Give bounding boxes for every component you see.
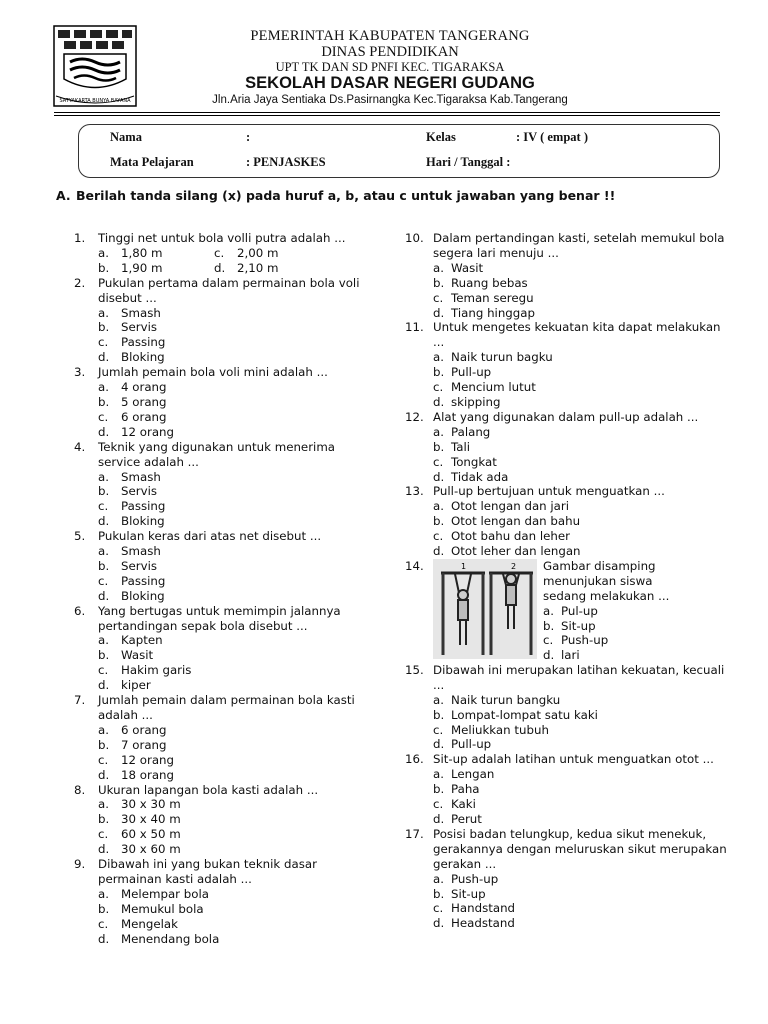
question-6: [74, 604, 374, 634]
option-d[interactable]: [405, 812, 735, 827]
figure-label-2: 2: [511, 561, 517, 571]
option-letter[interactable]: d.: [433, 305, 445, 320]
questions-column-left: [74, 231, 374, 947]
option-c[interactable]: [74, 499, 374, 514]
option-text: Handstand: [451, 901, 516, 916]
option-b[interactable]: [543, 619, 733, 634]
question-text: Pukulan keras dari atas net disebut ...: [98, 529, 322, 544]
option-text: Teman seregu: [451, 290, 534, 305]
option-text: Passing: [121, 335, 166, 350]
logo-motto: SATYAKARTA BUNYA BAYANA: [59, 98, 131, 104]
question-text: Sit-up adalah latihan untuk menguatkan otot ...: [433, 752, 714, 767]
question-text: Untuk mengetes kekuatan kita dapat melakukan ...: [433, 320, 721, 350]
option-letter[interactable]: d.: [433, 812, 445, 826]
option-letter[interactable]: d.: [98, 767, 110, 782]
question-13: [405, 484, 735, 499]
option-letter[interactable]: b.: [98, 812, 110, 827]
option-text: 12 orang: [121, 424, 175, 439]
option-letter[interactable]: c.: [433, 722, 444, 737]
option-text: Menendang bola: [121, 931, 220, 946]
option-d[interactable]: [543, 648, 733, 663]
option-text: Palang: [451, 424, 491, 439]
option-text: Mengelak: [121, 916, 178, 931]
option-a[interactable]: [74, 887, 374, 902]
option-text: Bloking: [121, 350, 165, 365]
option-c[interactable]: [405, 455, 735, 470]
option-letter[interactable]: c.: [98, 827, 109, 842]
option-letter[interactable]: a.: [433, 260, 444, 275]
option-c[interactable]: [74, 917, 374, 932]
option-letter[interactable]: b.: [98, 737, 110, 752]
option-letter[interactable]: b.: [433, 365, 445, 380]
option-text: Mencium lutut: [451, 380, 536, 395]
question-text: Dibawah ini merupakan latihan kekuatan, kecuali ...: [433, 662, 725, 692]
instruction-section-letter: A.: [56, 188, 71, 203]
option-b[interactable]: [405, 708, 735, 723]
option-letter[interactable]: b.: [98, 648, 110, 663]
option-text: Pull-up: [451, 737, 492, 752]
mapel-value: : PENJASKES: [246, 155, 326, 169]
option-text: Smash: [121, 305, 161, 320]
option-letter[interactable]: d.: [98, 588, 110, 603]
option-c[interactable]: [74, 410, 374, 425]
question-16: [405, 752, 735, 767]
option-text: Melempar bola: [121, 886, 209, 901]
option-d[interactable]: [74, 932, 374, 947]
question-12: [405, 410, 735, 425]
option-text: Kaki: [451, 797, 476, 812]
question-number: 17.: [405, 826, 424, 841]
option-text: Kapten: [121, 633, 163, 648]
option-letter[interactable]: b.: [98, 558, 110, 573]
option-a[interactable]: [74, 633, 374, 648]
option-c[interactable]: [74, 335, 374, 350]
option-letter[interactable]: a.: [98, 380, 109, 395]
hari-tanggal-field[interactable]: Hari / Tanggal :: [426, 155, 511, 169]
option-text: Paha: [451, 782, 480, 797]
option-c[interactable]: [74, 753, 374, 768]
question-number: 1.: [74, 231, 86, 245]
option-c[interactable]: [543, 633, 733, 648]
option-letter[interactable]: a.: [98, 722, 109, 737]
option-b[interactable]: [74, 902, 374, 917]
questions-column-right: [405, 231, 735, 931]
option-b[interactable]: [405, 365, 735, 380]
option-c[interactable]: [405, 901, 735, 916]
question-14: [405, 559, 735, 663]
header-divider-thick: [54, 112, 720, 113]
option-letter[interactable]: a.: [98, 469, 109, 484]
option-a[interactable]: [405, 350, 735, 365]
option-letter[interactable]: d.: [433, 394, 445, 409]
option-text: 30 x 60 m: [121, 842, 181, 857]
option-letter[interactable]: d.: [433, 544, 445, 559]
option-letter[interactable]: b.: [98, 320, 110, 335]
option-letter[interactable]: a.: [98, 544, 109, 559]
option-text: Smash: [121, 469, 161, 484]
question-number: 3.: [74, 365, 86, 380]
pull-up-illustration: [433, 559, 537, 659]
option-text: Servis: [121, 320, 158, 335]
question-text: Posisi badan telungkup, kedua sikut menekuk, gerakannya dengan meluruskan sikut merupakan gerakan ...: [433, 826, 727, 871]
option-text: 7 orang: [121, 737, 167, 752]
option-letter[interactable]: d.: [98, 514, 110, 529]
question-number: 15.: [405, 662, 424, 677]
question-number: 2.: [74, 275, 86, 290]
question-number: 13.: [405, 484, 424, 499]
option-text: Otot lengan dan bahu: [451, 514, 581, 529]
option-c[interactable]: [74, 574, 374, 589]
question-text: Jumlah pemain dalam permainan bola kasti adalah ...: [98, 693, 355, 722]
option-text: Wasit: [121, 648, 154, 663]
option-d[interactable]: [74, 678, 374, 693]
option-a[interactable]: [405, 693, 735, 708]
option-text: skipping: [451, 394, 501, 409]
option-text: 2,10 m: [237, 260, 279, 275]
option-letter[interactable]: a.: [433, 767, 444, 782]
option-text: Meliukkan tubuh: [451, 722, 549, 737]
option-letter[interactable]: a.: [543, 603, 554, 618]
option-a[interactable]: [405, 767, 735, 782]
header-unit: UPT TK DAN SD PNFI KEC. TIGARAKSA: [275, 60, 505, 74]
question-number: 16.: [405, 752, 424, 767]
question-text: Teknik yang digunakan untuk menerima service adalah ...: [98, 439, 336, 469]
option-text: 1,80 m: [121, 245, 163, 260]
option-letter[interactable]: b.: [98, 394, 110, 409]
option-text: Tidak ada: [451, 469, 509, 484]
question-14-text-block: [543, 559, 733, 663]
option-letter[interactable]: d.: [433, 916, 445, 931]
option-text: 30 x 30 m: [121, 797, 181, 812]
question-number: 10.: [405, 231, 424, 245]
option-text: 6 orang: [121, 409, 167, 424]
option-letter[interactable]: b.: [433, 514, 445, 529]
nama-field[interactable]: :: [246, 130, 251, 144]
option-text: Perut: [451, 812, 482, 826]
option-text: Pul-up: [561, 603, 598, 618]
option-text: Otot leher dan lengan: [451, 544, 581, 559]
header-school-name: SEKOLAH DASAR NEGERI GUDANG: [245, 74, 535, 92]
question-8: [74, 783, 374, 798]
option-text: Sit-up: [561, 618, 596, 633]
option-text: 12 orang: [121, 752, 175, 767]
option-c[interactable]: [74, 663, 374, 678]
question-number: 12.: [405, 409, 424, 424]
option-d[interactable]: [405, 395, 735, 410]
option-text: Lompat-lompat satu kaki: [451, 707, 598, 722]
question-text: Pukulan pertama dalam permainan bola voli disebut ...: [98, 275, 360, 305]
option-letter[interactable]: a.: [98, 633, 109, 648]
option-letter[interactable]: b.: [433, 707, 445, 722]
option-letter[interactable]: c.: [98, 335, 109, 350]
option-text: Otot lengan dan jari: [451, 499, 570, 514]
option-d[interactable]: [74, 768, 374, 783]
option-d[interactable]: [74, 842, 374, 857]
question-5: [74, 529, 374, 544]
option-text: Pull-up: [451, 365, 492, 380]
option-letter[interactable]: b.: [433, 886, 445, 901]
question-text: Alat yang digunakan dalam pull-up adalah ...: [433, 409, 699, 424]
option-a[interactable]: [74, 797, 374, 812]
question-7: [74, 693, 374, 723]
option-letter[interactable]: b.: [98, 901, 110, 916]
option-letter[interactable]: a.: [433, 499, 444, 514]
option-letter[interactable]: c.: [98, 916, 109, 931]
option-c[interactable]: [74, 827, 374, 842]
question-4: [74, 440, 374, 470]
option-c[interactable]: [405, 723, 735, 738]
question-17: [405, 827, 735, 872]
option-letter[interactable]: a.: [433, 692, 444, 707]
question-10: [405, 231, 735, 261]
option-letter[interactable]: d.: [98, 931, 110, 946]
option-text: Servis: [121, 484, 158, 499]
option-a[interactable]: [74, 306, 374, 321]
option-letter[interactable]: c.: [214, 245, 225, 260]
option-text: Passing: [121, 573, 166, 588]
question-text: menunjukan siswa: [543, 573, 653, 588]
option-text: Servis: [121, 558, 158, 573]
option-letter[interactable]: b.: [543, 618, 555, 633]
option-text: Memukul bola: [121, 901, 204, 916]
option-b[interactable]: [74, 648, 374, 663]
option-text: Lengan: [451, 767, 495, 782]
question-1: [74, 231, 374, 246]
question-2: [74, 276, 374, 306]
option-b[interactable]: [74, 738, 374, 753]
kelas-value: : IV ( empat ): [516, 130, 588, 144]
option-b[interactable]: [405, 887, 735, 902]
question-number: 7.: [74, 693, 86, 708]
question-text: Yang bertugas untuk memimpin jalannya pertandingan sepak bola disebut ...: [98, 603, 341, 633]
option-letter[interactable]: d.: [98, 678, 110, 693]
option-letter[interactable]: b.: [433, 782, 445, 797]
option-text: 30 x 40 m: [121, 812, 181, 827]
question-9: [74, 857, 374, 887]
header-address: Jln.Aria Jaya Sentiaka Ds.Pasirnangka Kec.Tigaraksa Kab.Tangerang: [212, 94, 568, 106]
option-d[interactable]: [405, 916, 735, 931]
option-a[interactable]: [405, 261, 735, 276]
option-text: Otot bahu dan leher: [451, 529, 570, 544]
option-letter[interactable]: c.: [98, 499, 109, 514]
option-letter[interactable]: c.: [98, 752, 109, 767]
header-divider-thin: [54, 115, 720, 116]
option-text: Bloking: [121, 514, 165, 529]
question-15: [405, 663, 735, 693]
option-d[interactable]: [405, 306, 735, 321]
option-a[interactable]: [74, 470, 374, 485]
instruction: [56, 188, 615, 203]
option-text: Ruang bebas: [451, 275, 528, 290]
option-b[interactable]: [405, 276, 735, 291]
option-text: Push-up: [451, 871, 499, 886]
option-d[interactable]: [74, 425, 374, 440]
option-a[interactable]: [405, 499, 735, 514]
option-b[interactable]: [405, 440, 735, 455]
option-d[interactable]: [405, 544, 735, 559]
question-number: 11.: [405, 320, 424, 335]
option-letter[interactable]: d.: [214, 260, 226, 275]
option-letter[interactable]: b.: [98, 260, 110, 275]
question-text: Pull-up bertujuan untuk menguatkan ...: [433, 484, 665, 499]
option-d[interactable]: [74, 589, 374, 604]
option-letter[interactable]: c.: [433, 454, 444, 469]
option-text: Hakim garis: [121, 663, 192, 678]
option-b[interactable]: [74, 559, 374, 574]
question-number: 9.: [74, 857, 86, 872]
option-letter[interactable]: a.: [98, 305, 109, 320]
option-text: Tali: [451, 439, 471, 454]
option-b[interactable]: [405, 514, 735, 529]
option-text: Smash: [121, 544, 161, 559]
option-a[interactable]: [543, 604, 733, 619]
option-row: [74, 261, 374, 276]
option-text: 1,90 m: [121, 260, 163, 275]
question-text: Tinggi net untuk bola volli putra adalah ...: [98, 231, 346, 245]
option-letter[interactable]: c.: [98, 663, 109, 678]
option-text: kiper: [121, 678, 151, 693]
figure-label-1: 1: [461, 561, 467, 571]
option-c[interactable]: [405, 291, 735, 306]
option-letter[interactable]: c.: [433, 529, 444, 544]
question-11: [405, 320, 735, 350]
option-text: Sit-up: [451, 886, 486, 901]
question-number: 14.: [405, 558, 424, 573]
option-text: Headstand: [451, 916, 515, 931]
question-text: sedang melakukan ...: [543, 588, 670, 603]
option-text: 5 orang: [121, 394, 167, 409]
question-text: Dibawah ini yang bukan teknik dasar permainan kasti adalah ...: [98, 857, 317, 886]
option-letter[interactable]: c.: [98, 409, 109, 424]
school-logo: [52, 24, 138, 108]
question-text: Jumlah pemain bola voli mini adalah ...: [98, 365, 328, 380]
option-letter[interactable]: d.: [543, 648, 555, 663]
option-text: Bloking: [121, 588, 165, 603]
option-letter[interactable]: a.: [98, 797, 109, 812]
option-letter[interactable]: c.: [98, 573, 109, 588]
option-text: 4 orang: [121, 380, 167, 395]
option-text: Tiang hinggap: [451, 305, 535, 320]
option-letter[interactable]: b.: [433, 275, 445, 290]
question-text: Ukuran lapangan bola kasti adalah ...: [98, 782, 319, 797]
mapel-label: Mata Pelajaran: [110, 155, 194, 169]
option-b[interactable]: [74, 812, 374, 827]
option-letter[interactable]: c.: [433, 290, 444, 305]
option-a[interactable]: [74, 380, 374, 395]
question-number: 8.: [74, 782, 86, 797]
option-letter[interactable]: a.: [433, 871, 444, 886]
option-letter[interactable]: b.: [433, 439, 445, 454]
option-a[interactable]: [405, 425, 735, 440]
option-a[interactable]: [74, 723, 374, 738]
option-a[interactable]: [405, 872, 735, 887]
option-c[interactable]: [405, 529, 735, 544]
option-text: Naik turun bagku: [451, 350, 553, 365]
option-letter[interactable]: d.: [433, 469, 445, 484]
option-letter[interactable]: c.: [543, 633, 554, 648]
option-letter[interactable]: a.: [433, 350, 444, 365]
option-letter[interactable]: d.: [98, 424, 110, 439]
question-text: Gambar disamping: [543, 558, 656, 573]
question-number: 5.: [74, 529, 86, 544]
option-text: Wasit: [451, 260, 484, 275]
option-text: Passing: [121, 499, 166, 514]
header-government: PEMERINTAH KABUPATEN TANGERANG: [250, 28, 530, 44]
question-text: Dalam pertandingan kasti, setelah memukul bola segera lari menuju ...: [433, 231, 725, 260]
option-text: 6 orang: [121, 722, 167, 737]
option-letter[interactable]: a.: [433, 424, 444, 439]
option-d[interactable]: [405, 737, 735, 752]
option-a[interactable]: [74, 544, 374, 559]
option-letter[interactable]: c.: [433, 380, 444, 395]
option-d[interactable]: [74, 350, 374, 365]
option-text: 18 orang: [121, 767, 175, 782]
option-d[interactable]: [74, 514, 374, 529]
question-number: 6.: [74, 603, 86, 618]
option-b[interactable]: [74, 395, 374, 410]
nama-label: Nama: [110, 130, 142, 144]
option-text: Tongkat: [451, 454, 497, 469]
instruction-text: Berilah tanda silang (x) pada huruf a, b, atau c untuk jawaban yang benar !!: [76, 188, 616, 203]
option-text: Push-up: [561, 633, 609, 648]
option-b[interactable]: [74, 320, 374, 335]
option-letter[interactable]: d.: [98, 842, 110, 857]
option-text: lari: [561, 648, 580, 663]
option-letter[interactable]: d.: [433, 737, 445, 752]
option-d[interactable]: [405, 470, 735, 485]
kelas-label: Kelas: [426, 130, 456, 144]
option-letter[interactable]: a.: [98, 886, 109, 901]
question-3: [74, 365, 374, 380]
option-c[interactable]: [405, 380, 735, 395]
option-c[interactable]: [405, 797, 735, 812]
option-b[interactable]: [405, 782, 735, 797]
option-letter[interactable]: c.: [433, 797, 444, 812]
header-department: DINAS PENDIDIKAN: [321, 44, 459, 60]
option-row: [74, 246, 374, 261]
option-letter[interactable]: d.: [98, 350, 110, 365]
option-text: 2,00 m: [237, 245, 279, 260]
option-letter[interactable]: c.: [433, 901, 444, 916]
option-text: Naik turun bangku: [451, 692, 561, 707]
option-letter[interactable]: a.: [98, 245, 109, 260]
option-text: 60 x 50 m: [121, 827, 181, 842]
option-letter[interactable]: b.: [98, 484, 110, 499]
question-number: 4.: [74, 439, 86, 454]
option-b[interactable]: [74, 484, 374, 499]
